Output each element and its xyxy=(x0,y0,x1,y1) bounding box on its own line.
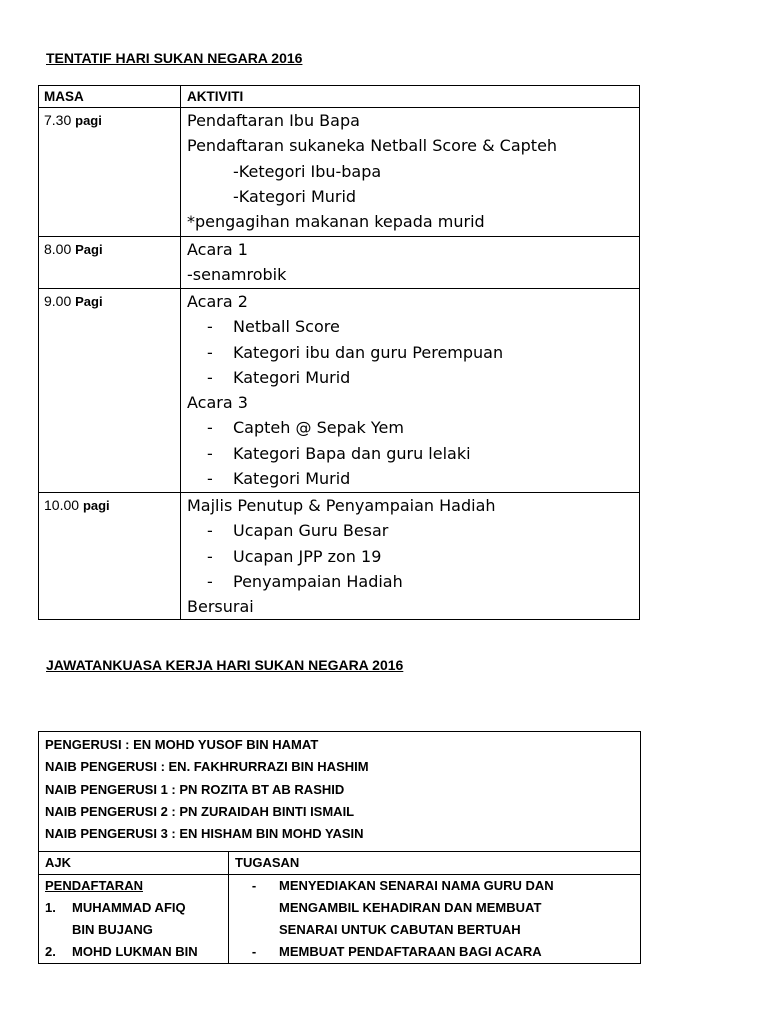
officer-line: NAIB PENGERUSI 2 : PN ZURAIDAH BINTI ISMAIL xyxy=(45,803,355,819)
officer-line: PENGERUSI : EN MOHD YUSOF BIN HAMAT xyxy=(45,737,319,752)
committee-header-row xyxy=(39,852,641,875)
header-masa: MASA xyxy=(39,86,181,108)
task-bullet: - MENYEDIAKAN SENARAI NAMA GURU DAN xyxy=(251,878,554,894)
schedule-row xyxy=(39,237,640,289)
activity-line: Acara 2 xyxy=(187,292,248,311)
committee-table xyxy=(38,731,641,964)
time-cell: 10.00 pagi xyxy=(39,493,181,620)
officer-line: NAIB PENGERUSI : EN. FAKHRURRAZI BIN HASHIM xyxy=(45,759,369,775)
activity-bullet: - Ucapan Guru Besar xyxy=(207,521,389,541)
task-bullet: - MEMBUAT PENDAFTARAAN BAGI ACARA xyxy=(251,944,542,960)
member-item: 1. MUHAMMAD AFIQ xyxy=(45,900,186,916)
schedule-row xyxy=(39,108,640,237)
task-line: MENGAMBIL KEHADIRAN DAN MEMBUAT xyxy=(279,900,542,916)
schedule-title: TENTATIF HARI SUKAN NEGARA 2016 xyxy=(46,50,303,66)
activity-line: Acara 1 xyxy=(187,240,248,259)
schedule-header-row xyxy=(39,86,640,108)
activity-line: *pengagihan makanan kepada murid xyxy=(187,212,485,232)
time-cell: 7.30 pagi xyxy=(39,108,181,237)
time-cell: 8.00 Pagi xyxy=(39,237,181,289)
committee-title: JAWATANKUASA KERJA HARI SUKAN NEGARA 2016 xyxy=(46,657,404,673)
activity-bullet: - Penyampaian Hadiah xyxy=(207,571,403,591)
activity-cell xyxy=(181,493,640,620)
officer-line: NAIB PENGERUSI 1 : PN ROZITA BT AB RASHID xyxy=(45,781,345,797)
committee-row xyxy=(39,875,641,964)
header-tugasan: TUGASAN xyxy=(229,852,641,875)
activity-line: -senamrobik xyxy=(187,265,287,285)
officer-line: NAIB PENGERUSI 3 : EN HISHAM BIN MOHD YASIN xyxy=(45,826,364,842)
officers-row xyxy=(39,732,641,852)
activity-bullet: - Kategori ibu dan guru Perempuan xyxy=(207,342,504,362)
member-item: 2. MOHD LUKMAN BIN xyxy=(45,944,198,960)
section-label: PENDAFTARAN xyxy=(45,878,143,894)
activity-cell xyxy=(181,237,640,289)
activity-bullet: - Kategori Bapa dan guru lelaki xyxy=(207,443,471,463)
activity-line: Bersurai xyxy=(187,597,254,617)
schedule-table xyxy=(38,85,640,620)
officers-cell xyxy=(39,732,641,852)
activity-bullet: - Netball Score xyxy=(207,317,340,337)
activity-line: Pendaftaran Ibu Bapa xyxy=(187,111,360,130)
activity-bullet: - Ucapan JPP zon 19 xyxy=(207,546,382,566)
activity-line: Pendaftaran sukaneka Netball Score & Capteh xyxy=(187,136,558,156)
activity-cell xyxy=(181,289,640,493)
activity-bullet: - Kategori Murid xyxy=(207,367,351,387)
ajk-cell xyxy=(39,875,229,964)
header-aktiviti: AKTIVITI xyxy=(181,86,640,108)
activity-bullet: - Capteh @ Sepak Yem xyxy=(207,418,404,438)
time-cell: 9.00 Pagi xyxy=(39,289,181,493)
activity-line: -Kategori Murid xyxy=(233,186,357,206)
activity-bullet: - Kategori Murid xyxy=(207,469,351,489)
activity-line: Acara 3 xyxy=(187,393,248,413)
activity-line: -Ketegori Ibu-bapa xyxy=(233,161,382,181)
task-line: SENARAI UNTUK CABUTAN BERTUAH xyxy=(279,922,521,938)
header-ajk: AJK xyxy=(39,852,229,875)
tugasan-cell xyxy=(229,875,641,964)
activity-cell xyxy=(181,108,640,237)
activity-line: Majlis Penutup & Penyampaian Hadiah xyxy=(187,496,496,515)
schedule-row xyxy=(39,493,640,620)
member-item-cont: BIN BUJANG xyxy=(72,922,153,938)
schedule-row xyxy=(39,289,640,493)
